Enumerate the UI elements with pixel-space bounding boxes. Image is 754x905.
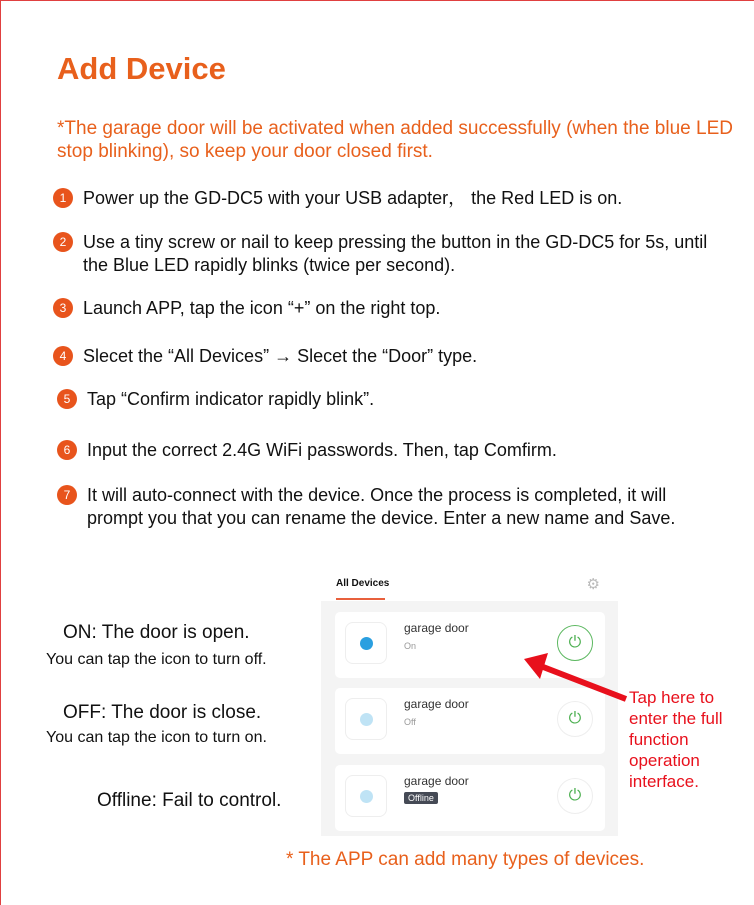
device-card-offline[interactable] [335, 765, 605, 831]
step-text: Power up the GD-DC5 with your USB adapter， the Red LED is on. [83, 188, 623, 208]
device-icon-box [345, 698, 387, 740]
red-arrow-icon [516, 651, 631, 706]
step-number: 1 [53, 188, 73, 208]
callout-text [629, 687, 739, 792]
step-3 [53, 297, 733, 320]
step-number: 4 [53, 346, 73, 366]
device-icon-box [345, 622, 387, 664]
step-5 [57, 388, 737, 411]
step-number: 5 [57, 389, 77, 409]
on-label: ON: The door is open. [63, 622, 250, 643]
step-number: 2 [53, 232, 73, 252]
step-number: 6 [57, 440, 77, 460]
warning-note: *The garage door will be activated when added successfully (when the blue LED stop blinking), so keep your door closed first. [57, 118, 733, 162]
step-2 [53, 231, 733, 277]
power-icon[interactable]: ⏻ [557, 625, 593, 661]
device-icon-box [345, 775, 387, 817]
step-text: Launch APP, tap the icon “+” on the right top. [83, 298, 441, 318]
callout-label: Tap here to enter the full function operation interface. [629, 688, 723, 791]
device-name: garage door [404, 697, 469, 711]
step-4 [53, 345, 733, 368]
on-sublabel: You can tap the icon to turn off. [46, 651, 267, 668]
offline-badge: Offline [404, 792, 438, 804]
device-name: garage door [404, 621, 469, 635]
offline-label: Offline: Fail to control. [97, 790, 282, 811]
step-6 [57, 439, 737, 462]
step-text: Use a tiny screw or nail to keep pressing the button in the GD-DC5 for 5s, until the Blue LED rapidly blinks (twice per second). [83, 232, 708, 275]
step-text: Tap “Confirm indicator rapidly blink”. [87, 389, 375, 409]
power-icon[interactable]: ⏻ [557, 778, 593, 814]
tab-underline [336, 598, 385, 600]
step-1 [53, 187, 733, 210]
off-sublabel: You can tap the icon to turn on. [46, 729, 267, 746]
step-number: 7 [57, 485, 77, 505]
gear-icon[interactable]: ⚙ [586, 576, 600, 593]
device-status-dot [360, 713, 373, 726]
step-text: Slecet the “All Devices” → Slecet the “Door” type. [83, 346, 478, 366]
power-icon[interactable]: ⏻ [557, 701, 593, 737]
app-header [321, 566, 618, 601]
device-name: garage door [404, 774, 469, 788]
device-status-dot [360, 790, 373, 803]
footnote: * The APP can add many types of devices. [286, 849, 645, 870]
step-text: It will auto-connect with the device. Once the process is completed, it will prompt you that you can rename the device. Enter a new name and Save. [87, 485, 676, 528]
device-state: On [404, 641, 417, 651]
off-label: OFF: The door is close. [63, 702, 262, 723]
step-number: 3 [53, 298, 73, 318]
device-state: Off [404, 717, 416, 727]
step-7 [57, 484, 727, 530]
tab-all-devices[interactable]: All Devices [336, 578, 390, 589]
step-text: Input the correct 2.4G WiFi passwords. Then, tap Comfirm. [87, 440, 557, 460]
page-title: Add Device [57, 51, 226, 86]
device-status-dot [360, 637, 373, 650]
